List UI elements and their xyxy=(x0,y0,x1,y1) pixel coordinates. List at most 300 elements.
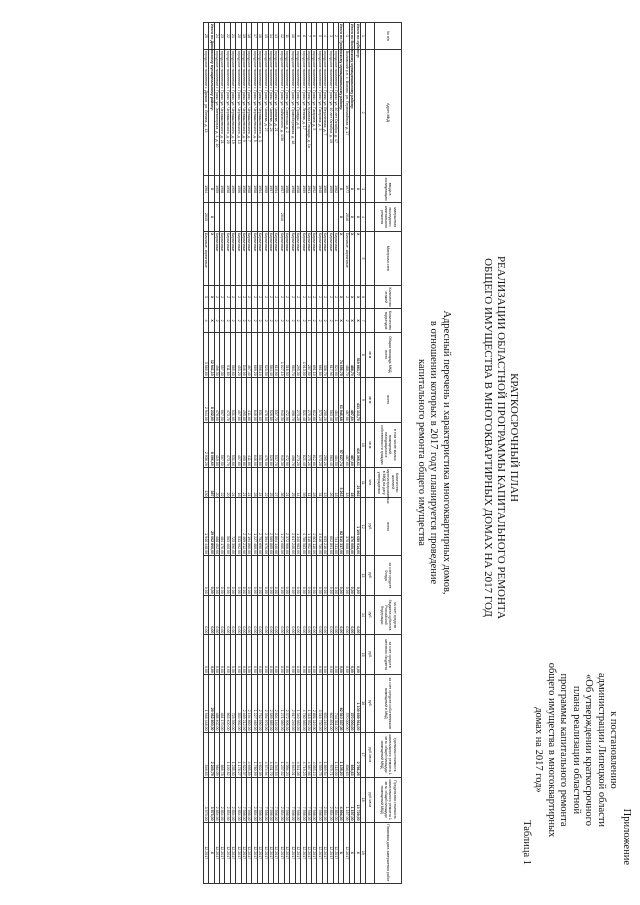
table-cell: Х xyxy=(349,309,354,332)
table-cell: 273,20 xyxy=(295,422,300,467)
table-cell: 602 891,00 xyxy=(328,674,333,732)
table-cell: 2 469 212,00 xyxy=(241,498,246,556)
table-cell: 2 xyxy=(225,309,230,332)
table-cell: Кирпичные xyxy=(295,231,300,285)
table-cell xyxy=(333,203,338,232)
appendix-line: программы капитального ремонта xyxy=(558,673,570,827)
table-cell: 2 xyxy=(317,309,322,332)
table-cell: 1 318 952,00 xyxy=(306,498,311,556)
table-cell: 1 013,00 xyxy=(301,332,306,377)
table-cell: 0,00 xyxy=(284,595,289,635)
table-cell xyxy=(214,203,219,232)
table-cell: 12.2017 xyxy=(257,822,262,883)
table-cell: 0,00 xyxy=(268,595,273,635)
table-cell: 0,00 xyxy=(322,556,327,596)
table-cell: 0,00 xyxy=(344,635,349,675)
table-cell: 487,60 xyxy=(344,422,349,467)
table-cell: городское поселение г. Грязи, ул. Чернышевского, д. 20 xyxy=(225,50,230,176)
table-cell: 0,00 xyxy=(230,635,235,675)
table-cell: 0,00 xyxy=(252,635,257,675)
table-cell: 295,20 xyxy=(322,422,327,467)
table-cell: 12.2017 xyxy=(220,822,225,883)
table-cell: Х xyxy=(209,176,214,203)
table-cell: 7 598,00 xyxy=(290,777,295,822)
table-cell xyxy=(311,203,316,232)
table-cell: 7 598,00 xyxy=(284,777,289,822)
table-cell: 74 656,75 xyxy=(338,332,343,377)
table-cell: 476,00 xyxy=(214,377,219,422)
table-cell: 0,00 xyxy=(344,556,349,596)
table-cell: 0,00 xyxy=(355,635,360,675)
table-cell: 524,90 xyxy=(333,332,338,377)
column-number: 18 xyxy=(360,777,365,822)
table-cell: 0,00 xyxy=(236,595,241,635)
table-cell: 14 xyxy=(268,23,273,50)
table-cell: 0,00 xyxy=(333,595,338,635)
table-cell: 0,00 xyxy=(279,595,284,635)
table-cell: городское поселение г. Грязи, ул. 40 лет Октября, д. 19 xyxy=(328,50,333,176)
table-cell: 1961 xyxy=(306,176,311,203)
table-cell: 2 xyxy=(214,309,219,332)
table-cell: 3 263 xyxy=(338,467,343,498)
table-cell: 2 854,00 xyxy=(214,777,219,822)
table-cell: 0,00 xyxy=(257,595,262,635)
table-cell: 2 xyxy=(322,285,327,308)
table-cell: 0,00 xyxy=(241,595,246,635)
table-cell: 25 xyxy=(268,467,273,498)
table-row xyxy=(236,23,241,884)
table-cell: 4 xyxy=(322,23,327,50)
table-cell: Х xyxy=(355,176,360,203)
table-cell: 2 xyxy=(344,309,349,332)
table-cell: 61 946,68 xyxy=(338,377,343,422)
column-number: 7 xyxy=(360,309,365,332)
table-cell: 1 105,20 xyxy=(338,732,343,777)
header-row xyxy=(375,23,402,884)
table-row xyxy=(225,23,230,884)
table-cell: 0,00 xyxy=(225,635,230,675)
table-row xyxy=(252,23,257,884)
table-cell: 2 xyxy=(257,309,262,332)
table-cell: 2 xyxy=(214,285,219,308)
table-cell: Х xyxy=(338,231,343,285)
table-cell: 0,00 xyxy=(290,556,295,596)
table-cell: 0,00 xyxy=(306,635,311,675)
table-cell: 1956 xyxy=(241,176,246,203)
units-row xyxy=(366,23,375,884)
table-cell: городское поселение г. Грязи, ул. Элеваторная, д. 4, д. 10 xyxy=(214,50,219,176)
table-cell: 523,50 xyxy=(263,332,268,377)
table-cell: 0,00 xyxy=(279,556,284,596)
table-cell: 531,60 xyxy=(230,377,235,422)
table-cell: Кирпичные xyxy=(247,231,252,285)
table-cell: 12.2017 xyxy=(295,822,300,883)
table-cell: 0,00 xyxy=(225,595,230,635)
table-cell: 0,00 xyxy=(236,556,241,596)
table-row xyxy=(290,23,295,884)
table-cell: 0,00 xyxy=(290,635,295,675)
table-cell: 1 946 448,00 xyxy=(203,498,208,556)
table-cell xyxy=(322,203,327,232)
column-number: 5 xyxy=(360,231,365,285)
table-cell: 2 854,00 xyxy=(225,777,230,822)
table-cell: 12.2017 xyxy=(284,822,289,883)
table-cell: 0,00 xyxy=(203,556,208,596)
document-title xyxy=(481,230,520,645)
table-cell: 1960 xyxy=(322,176,327,203)
table-cell: 5 xyxy=(317,23,322,50)
table-cell: 0,00 xyxy=(295,635,300,675)
table-cell: 370 000,00 xyxy=(349,498,354,556)
table-cell: Х xyxy=(338,285,343,308)
unit-cell xyxy=(366,309,375,332)
table-cell: 7 598,00 xyxy=(257,777,262,822)
table-cell: 2 194 860,00 xyxy=(247,498,252,556)
table-cell: 1 227 460,00 xyxy=(252,498,257,556)
table-cell: Итого по Грязинскому муниципальному району: xyxy=(339,24,344,111)
table-cell: 18 xyxy=(247,23,252,50)
table-cell: Х xyxy=(349,176,354,203)
table-cell: 1 340 983,00 xyxy=(295,498,300,556)
table-cell: 1 780,99 xyxy=(252,732,257,777)
table-cell: 0,00 xyxy=(241,635,246,675)
table-cell: 0,00 xyxy=(306,595,311,635)
table-cell: 22 xyxy=(220,467,225,498)
table-cell: 9 xyxy=(295,23,300,50)
unit-cell xyxy=(366,203,375,232)
table-cell: 563 400,00 xyxy=(225,498,230,556)
subtitle-line: капитального ремонта общего имущества xyxy=(416,359,427,546)
table-cell: 0,00 xyxy=(355,556,360,596)
table-cell: 7 598,00 xyxy=(241,777,246,822)
unit-cell xyxy=(366,285,375,308)
table-cell: Кирпичные xyxy=(274,231,279,285)
table-cell: 13 729,00 xyxy=(355,777,360,822)
table-cell: 476,50 xyxy=(263,422,268,467)
table-cell: 2 786,25 xyxy=(355,732,360,777)
table-cell xyxy=(295,203,300,232)
table-cell: 0,00 xyxy=(214,556,219,596)
unit-cell: кв.м xyxy=(366,332,375,377)
column-number: 14 xyxy=(360,595,365,635)
table-cell: 13 xyxy=(274,23,279,50)
table-cell: 16 xyxy=(257,23,262,50)
table-cell: 27 xyxy=(274,467,279,498)
table-cell: Кирпичные xyxy=(284,231,289,285)
table-cell: 2 xyxy=(306,285,311,308)
table-cell: 1 157,00 xyxy=(344,777,349,822)
column-header: за счет средств бюджета субъекта Российской Федерации xyxy=(375,595,402,635)
table-cell: 1 100,82 xyxy=(225,732,230,777)
table-cell: 22 xyxy=(263,467,268,498)
table-cell: 533 992,00 xyxy=(236,674,241,732)
table-cell: 563,40 xyxy=(328,377,333,422)
table-cell: Х xyxy=(349,231,354,285)
table-cell: 387 xyxy=(209,467,214,498)
column-header: за счет средств Фонда xyxy=(375,556,402,596)
table-cell: 563,70 xyxy=(290,332,295,377)
table-cell: 488,70 xyxy=(344,332,349,377)
table-cell: 4 602,39 xyxy=(257,732,262,777)
table-cell: 1948 xyxy=(317,176,322,203)
table-cell: 2 xyxy=(257,285,262,308)
table-cell: 0,00 xyxy=(268,556,273,596)
unit-cell: руб. xyxy=(366,556,375,596)
table-cell: 12.2017 xyxy=(214,822,219,883)
table-cell: городское поселение г. Грязи, ул. Чернышевского, д. 3 xyxy=(257,50,262,176)
table-cell xyxy=(252,203,257,232)
table-cell: 2 xyxy=(295,309,300,332)
unit-cell: руб. xyxy=(366,635,375,675)
table-row xyxy=(284,23,289,884)
table-cell: 273,20 xyxy=(295,377,300,422)
table-row xyxy=(263,23,268,884)
table-cell: 28 xyxy=(252,467,257,498)
table-cell: Х xyxy=(209,822,214,883)
unit-cell: руб. xyxy=(366,498,375,556)
table-cell: 821,40 xyxy=(301,422,306,467)
table-cell: 617,90 xyxy=(328,332,333,377)
table-cell: 2 xyxy=(344,285,349,308)
table-cell: 3 560,80 xyxy=(203,332,208,377)
table-cell: 12.2017 xyxy=(290,822,295,883)
column-number: 13 xyxy=(360,556,365,596)
table-cell: городское поселение г. Грязи, ул. Правобережная, д. 18 xyxy=(290,50,295,176)
table-cell: 12.2017 xyxy=(317,822,322,883)
table-cell: 0,00 xyxy=(284,635,289,675)
table-cell: 416 395,61 xyxy=(355,422,360,467)
table-cell: 526,80 xyxy=(268,377,273,422)
table-cell: городское поселение г. Грязи, ул. Чапаева, д. 21 xyxy=(274,50,279,176)
table-cell: Кирпичные xyxy=(279,231,284,285)
table-cell: Х xyxy=(349,203,354,232)
table-cell xyxy=(290,203,295,232)
table-cell: 295,20 xyxy=(322,377,327,422)
total-row xyxy=(338,23,343,884)
table-row xyxy=(322,23,327,884)
total-row xyxy=(349,23,354,884)
table-cell: 2 xyxy=(295,285,300,308)
table-cell: 20 xyxy=(214,467,219,498)
table-cell xyxy=(317,203,322,232)
table-cell: 723 390,00 xyxy=(230,498,235,556)
table-cell xyxy=(241,203,246,232)
table-cell: 82 510 337,00 xyxy=(338,674,343,732)
table-cell: 1964 xyxy=(203,176,208,203)
table-cell: 12.2017 xyxy=(301,822,306,883)
table-cell: 7 598,00 xyxy=(247,777,252,822)
table-cell: 546,63 xyxy=(203,732,208,777)
table-cell: 0,00 xyxy=(349,595,354,635)
table-cell: 0,00 xyxy=(230,595,235,635)
column-header: Количество этажей xyxy=(375,285,402,308)
table-cell: Кирпичные xyxy=(311,231,316,285)
table-cell: 370 000,00 xyxy=(344,674,349,732)
table-cell: 484 170,00 xyxy=(220,674,225,732)
table-cell: 1977 xyxy=(344,176,349,203)
table-cell: 1959 xyxy=(230,176,235,203)
table-cell: городское поселение г. Грязи, ул. Чернышевского, д. 5 xyxy=(252,50,257,176)
table-cell: городское поселение г. Грязи, ул. Верхлесная, д. 7 xyxy=(322,50,327,176)
table-cell: 21 xyxy=(247,467,252,498)
table-cell: 7 xyxy=(306,23,311,50)
table-row xyxy=(241,23,246,884)
table-cell: Кирпичные xyxy=(306,231,311,285)
table-cell: 2 854,00 xyxy=(322,777,327,822)
table-cell: 0,00 xyxy=(338,595,343,635)
table-cell: 1962 xyxy=(333,176,338,203)
table-cell: 516,50 xyxy=(284,332,289,377)
table-cell xyxy=(230,203,235,232)
table-cell: 4 695,89 xyxy=(247,732,252,777)
table-cell: 2 xyxy=(268,309,273,332)
table-cell: 2 xyxy=(284,285,289,308)
table-cell xyxy=(225,203,230,232)
table-cell: 0,00 xyxy=(290,595,295,635)
table-cell: 18 xyxy=(349,467,354,498)
table-cell: Кирпичные xyxy=(252,231,257,285)
table-cell: 1958 xyxy=(263,176,268,203)
table-cell: 0,00 xyxy=(203,595,208,635)
table-cell: 25 xyxy=(290,467,295,498)
column-number: 8 xyxy=(360,332,365,377)
table-cell: 12.2017 xyxy=(225,822,230,883)
table-cell: 7 598,00 xyxy=(301,777,306,822)
document-subtitle xyxy=(415,200,453,705)
table-cell: 21 xyxy=(230,23,235,50)
table-cell: 2 xyxy=(279,285,284,308)
table-cell: 12.2017 xyxy=(274,822,279,883)
column-number: 11 xyxy=(360,467,365,498)
table-cell: Воловский р-н, с. Волово, ул. Первомайская, д. 17 xyxy=(344,50,349,176)
table-cell: 338,70 xyxy=(322,332,327,377)
table-cell: 2 xyxy=(230,285,235,308)
table-cell xyxy=(247,203,252,232)
table-cell: 0,00 xyxy=(220,556,225,596)
table-cell: 836,63 xyxy=(344,732,349,777)
table-cell: 12.2017 xyxy=(241,822,246,883)
table-cell: 18 xyxy=(333,467,338,498)
table-cell: 975,71 xyxy=(328,732,333,777)
unit-cell xyxy=(366,231,375,285)
table-cell: Кирпичные xyxy=(290,231,295,285)
table-cell: 487,60 xyxy=(349,377,354,422)
table-cell: 0,00 xyxy=(311,635,316,675)
table-cell: 19 xyxy=(241,23,246,50)
table-cell: 2 854,00 xyxy=(333,777,338,822)
table-cell: 7 598,00 xyxy=(311,777,316,822)
table-cell: 0,00 xyxy=(338,635,343,675)
table-cell: 2 xyxy=(328,285,333,308)
table-cell: 0,00 xyxy=(257,635,262,675)
table-cell: 2 854,00 xyxy=(279,777,284,822)
table-cell: городское поселение г. Грязи, ул. Чернышевского, д. 21 xyxy=(220,50,225,176)
table-cell: 2 801 110,00 xyxy=(311,498,316,556)
table-cell: 130 xyxy=(203,467,208,498)
table-cell: 472,90 xyxy=(284,377,289,422)
table-row xyxy=(311,23,316,884)
table-cell: городское поселение г. Грязи, ул. Чапаева, д. 24 xyxy=(268,50,273,176)
table-cell: 24 xyxy=(257,467,262,498)
table-cell: 495,80 xyxy=(241,377,246,422)
table-cell: 12.2017 xyxy=(230,822,235,883)
table-row xyxy=(230,23,235,884)
table-cell: 2 801 110,00 xyxy=(311,674,316,732)
table-cell: Х xyxy=(338,822,343,883)
table-cell: 467,40 xyxy=(247,332,252,377)
table-cell: 1954 xyxy=(274,176,279,203)
table-cell: 17 xyxy=(252,23,257,50)
table-cell: 2 xyxy=(328,309,333,332)
table-cell: 1956 xyxy=(236,176,241,203)
table-cell: 1958 xyxy=(220,176,225,203)
table-cell: 0,00 xyxy=(247,635,252,675)
table-cell: 0,00 xyxy=(247,595,252,635)
table-cell: 3 573,00 xyxy=(209,777,214,822)
table-cell: 2 804 140,00 xyxy=(274,498,279,556)
column-header: за счет средств местного бюджета xyxy=(375,635,402,675)
table-cell xyxy=(263,203,268,232)
table-cell: Х xyxy=(355,285,360,308)
table-cell: 744 311,00 xyxy=(333,674,338,732)
table-cell: 8 232,90 xyxy=(209,377,214,422)
table-cell: 646,00 xyxy=(252,377,257,422)
table-cell: 12 941,10 xyxy=(209,332,214,377)
table-cell: 4 780 583,00 xyxy=(301,498,306,556)
table-cell: 0,00 xyxy=(311,595,316,635)
table-cell: 23 xyxy=(220,23,225,50)
table-cell: 11 xyxy=(284,23,289,50)
appendix-line: общего имущества в многоквартирных xyxy=(546,662,557,838)
table-cell: 0,00 xyxy=(203,635,208,675)
column-header: Материал стен xyxy=(375,231,402,285)
table-cell: 2 394 970,00 xyxy=(263,498,268,556)
unit-cell xyxy=(366,23,375,50)
table-cell: Х xyxy=(338,176,343,203)
table-cell: 275,20 xyxy=(306,377,311,422)
column-number: 17 xyxy=(360,732,365,777)
table-cell: 1 235,30 xyxy=(230,732,235,777)
table-cell: 2 xyxy=(225,285,230,308)
table-cell: 484 170,00 xyxy=(220,498,225,556)
table-cell: 940,30 xyxy=(279,422,284,467)
table-row xyxy=(344,23,349,884)
table-cell: 0,00 xyxy=(328,635,333,675)
table-cell: городское поселение г. Грязи, ул. Чернышевского, д. 7 xyxy=(247,50,252,176)
table-cell: 1 109 659 914,00 xyxy=(355,498,360,556)
table-cell: Итого по субъекту: xyxy=(355,24,360,59)
table-cell: 633 216,00 xyxy=(322,674,327,732)
table-cell: 0,00 xyxy=(306,556,311,596)
table-cell: 507,50 xyxy=(220,422,225,467)
table-cell: 531,60 xyxy=(257,377,262,422)
table-cell: 370 000,00 xyxy=(344,498,349,556)
unit-cell: кв.м xyxy=(366,422,375,467)
column-number: 12 xyxy=(360,498,365,556)
table-cell: 0,00 xyxy=(328,556,333,596)
table-cell: 0,00 xyxy=(236,635,241,675)
table-cell: 4 053,13 xyxy=(311,732,316,777)
table-cell: городское поселение г. Грязи, ул. Чернышевского, д. 19 xyxy=(230,50,235,176)
table-cell: 1 157,00 xyxy=(349,777,354,822)
table-cell: 2 xyxy=(236,285,241,308)
table-cell: Х xyxy=(209,285,214,308)
table-cell: 1958 xyxy=(295,176,300,203)
column-number: 9 xyxy=(360,377,365,422)
table-cell: 1952 xyxy=(311,176,316,203)
table-cell: Кирпичные xyxy=(317,231,322,285)
unit-cell: чел. xyxy=(366,467,375,498)
